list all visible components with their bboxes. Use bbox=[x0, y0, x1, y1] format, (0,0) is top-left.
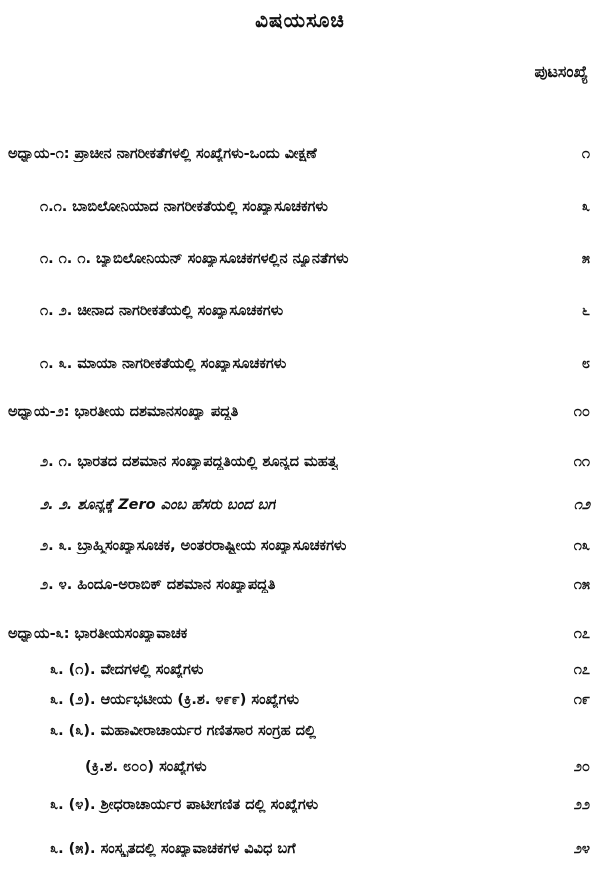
toc-entry-page: ೧೭ bbox=[573, 662, 590, 678]
toc-entry-section[interactable] bbox=[40, 356, 590, 372]
toc-entry-section[interactable] bbox=[40, 303, 590, 319]
toc-entry-page: ೧೩ bbox=[573, 538, 590, 554]
toc-entry-section[interactable] bbox=[50, 692, 590, 708]
toc-entry-label: ೨. ೧. ಭಾರತದ ದಶಮಾನ ಸಂಖ್ಯಾಪದ್ಧತಿಯಲ್ಲಿ ಶೂನ್ಯದ ಮಹತ್ವ bbox=[40, 454, 339, 470]
toc-entry-section-continuation[interactable] bbox=[85, 759, 590, 775]
toc-entry-section[interactable] bbox=[50, 662, 590, 678]
toc-entry-label: ೧. ೩. ಮಾಯಾ ನಾಗರೀಕತೆಯಲ್ಲಿ ಸಂಖ್ಯಾಸೂಚಕಗಳು bbox=[40, 356, 287, 372]
toc-entry-page: ೧೯ bbox=[573, 692, 590, 708]
toc-entry-label: ೩. (೫). ಸಂಸ್ಕೃತದಲ್ಲಿ ಸಂಖ್ಯಾವಾಚಕಗಳ ವಿವಿಧ ಬಗೆ bbox=[50, 841, 296, 857]
toc-entry-label: ೩. (೧). ವೇದಗಳಲ್ಲಿ ಸಂಖ್ಯೆಗಳು bbox=[50, 662, 204, 678]
toc-entry-page: ೧೦ bbox=[573, 404, 590, 420]
toc-entry-label: ೩. (೩). ಮಹಾವೀರಾಚಾರ್ಯರ ಗಣಿತಸಾರ ಸಂಗ್ರಹ ದಲ್ಲಿ bbox=[50, 723, 316, 739]
toc-entry-page: ೧೧ bbox=[573, 454, 590, 470]
toc-entry-page: ೫ bbox=[581, 251, 590, 267]
toc-entry-label: ೧. ೨. ಚೀನಾದ ನಾಗರೀಕತೆಯಲ್ಲಿ ಸಂಖ್ಯಾಸೂಚಕಗಳು bbox=[40, 303, 284, 319]
toc-entry-page: ೬ bbox=[581, 303, 590, 319]
toc-title: ವಿಷಯಸೂಚಿ bbox=[255, 8, 345, 32]
toc-entry-section[interactable] bbox=[40, 251, 590, 267]
toc-entry-label: ೧.೧. ಬಾಬಿಲೋನಿಯಾದ ನಾಗರೀಕತೆಯಲ್ಲಿ ಸಂಖ್ಯಾಸೂಚಕಗಳು bbox=[40, 199, 328, 215]
toc-entry-section[interactable] bbox=[40, 538, 590, 554]
toc-entry-label: ೨. ೪. ಹಿಂದೂ-ಅರಾಬಿಕ್ ದಶಮಾನ ಸಂಖ್ಯಾಪದ್ಧತಿ bbox=[40, 577, 276, 593]
toc-entry-section[interactable] bbox=[40, 497, 590, 513]
toc-entry-label: (ಕ್ರಿ.ಶ. ೮೦೦) ಸಂಖ್ಯೆಗಳು bbox=[85, 759, 207, 775]
toc-entry-page: ೮ bbox=[581, 356, 590, 372]
toc-entry-page: ೧೫ bbox=[573, 577, 590, 593]
toc-entry-label: ಅಧ್ಯಾಯ-೧: ಪ್ರಾಚೀನ ನಾಗರೀಕತೆಗಳಲ್ಲಿ ಸಂಖ್ಯೆಗಳು-ಒಂದು ವೀಕ್ಷಣೆ bbox=[8, 146, 317, 162]
toc-entry-chapter-2[interactable] bbox=[8, 404, 590, 420]
toc-entry-section[interactable] bbox=[50, 723, 590, 739]
toc-entry-page: ೧ bbox=[581, 146, 590, 162]
toc-entry-label: ೩. (೨). ಆರ್ಯಭಟೀಯ (ಕ್ರಿ.ಶ. ೪೯೯) ಸಂಖ್ಯೆಗಳು bbox=[50, 692, 299, 708]
toc-entry-page: ೨೪ bbox=[573, 841, 590, 857]
toc-entry-label: ಅಧ್ಯಾಯ-೨: ಭಾರತೀಯ ದಶಮಾನಸಂಖ್ಯಾ ಪದ್ಧತಿ bbox=[8, 404, 239, 420]
toc-entry-chapter-3[interactable] bbox=[8, 626, 590, 642]
toc-entry-page: ೨೦ bbox=[573, 759, 590, 775]
toc-entry-page: ೧೭ bbox=[573, 626, 590, 642]
page-number-column-header: ಪುಟಸಂಖ್ಯೆ bbox=[534, 62, 588, 81]
toc-entry-section[interactable] bbox=[40, 577, 590, 593]
toc-entry-section[interactable] bbox=[40, 454, 590, 470]
toc-entry-page: ೧೨ bbox=[573, 497, 590, 513]
toc-entry-label: ೨. ೨. ಶೂನ್ಯಕ್ಕೆ Zero ಎಂಬ ಹೆಸರು ಬಂದ ಬಗೆ bbox=[40, 497, 276, 513]
toc-entry-chapter-1[interactable] bbox=[8, 146, 590, 162]
toc-entry-section[interactable] bbox=[50, 841, 590, 857]
toc-entry-page: ೨೨ bbox=[573, 797, 590, 813]
toc-entry-page: ೩ bbox=[581, 199, 590, 215]
toc-entry-label: ೩. (೪). ಶ್ರೀಧರಾಚಾರ್ಯರ ಪಾಟೀಗಣಿತ ದಲ್ಲಿ ಸಂಖ್ಯೆಗಳು bbox=[50, 797, 319, 813]
toc-entry-section[interactable] bbox=[40, 199, 590, 215]
toc-entry-label: ಅಧ್ಯಾಯ-೩: ಭಾರತೀಯಸಂಖ್ಯಾವಾಚಕ bbox=[8, 626, 188, 642]
toc-entry-section[interactable] bbox=[50, 797, 590, 813]
toc-entry-label: ೨. ೩. ಬ್ರಾಹ್ಮಿಸಂಖ್ಯಾಸೂಚಕ, ಅಂತರರಾಷ್ಟ್ರೀಯ ಸಂಖ್ಯಾಸೂಚಕಗಳು bbox=[40, 538, 347, 554]
toc-entry-label: ೧. ೧. ೧. ಬ್ಯಾಬಿಲೋನಿಯನ್ ಸಂಖ್ಯಾಸೂಚಕಗಳಲ್ಲಿನ ನ್ಯೂನತೆಗಳು bbox=[40, 251, 349, 267]
